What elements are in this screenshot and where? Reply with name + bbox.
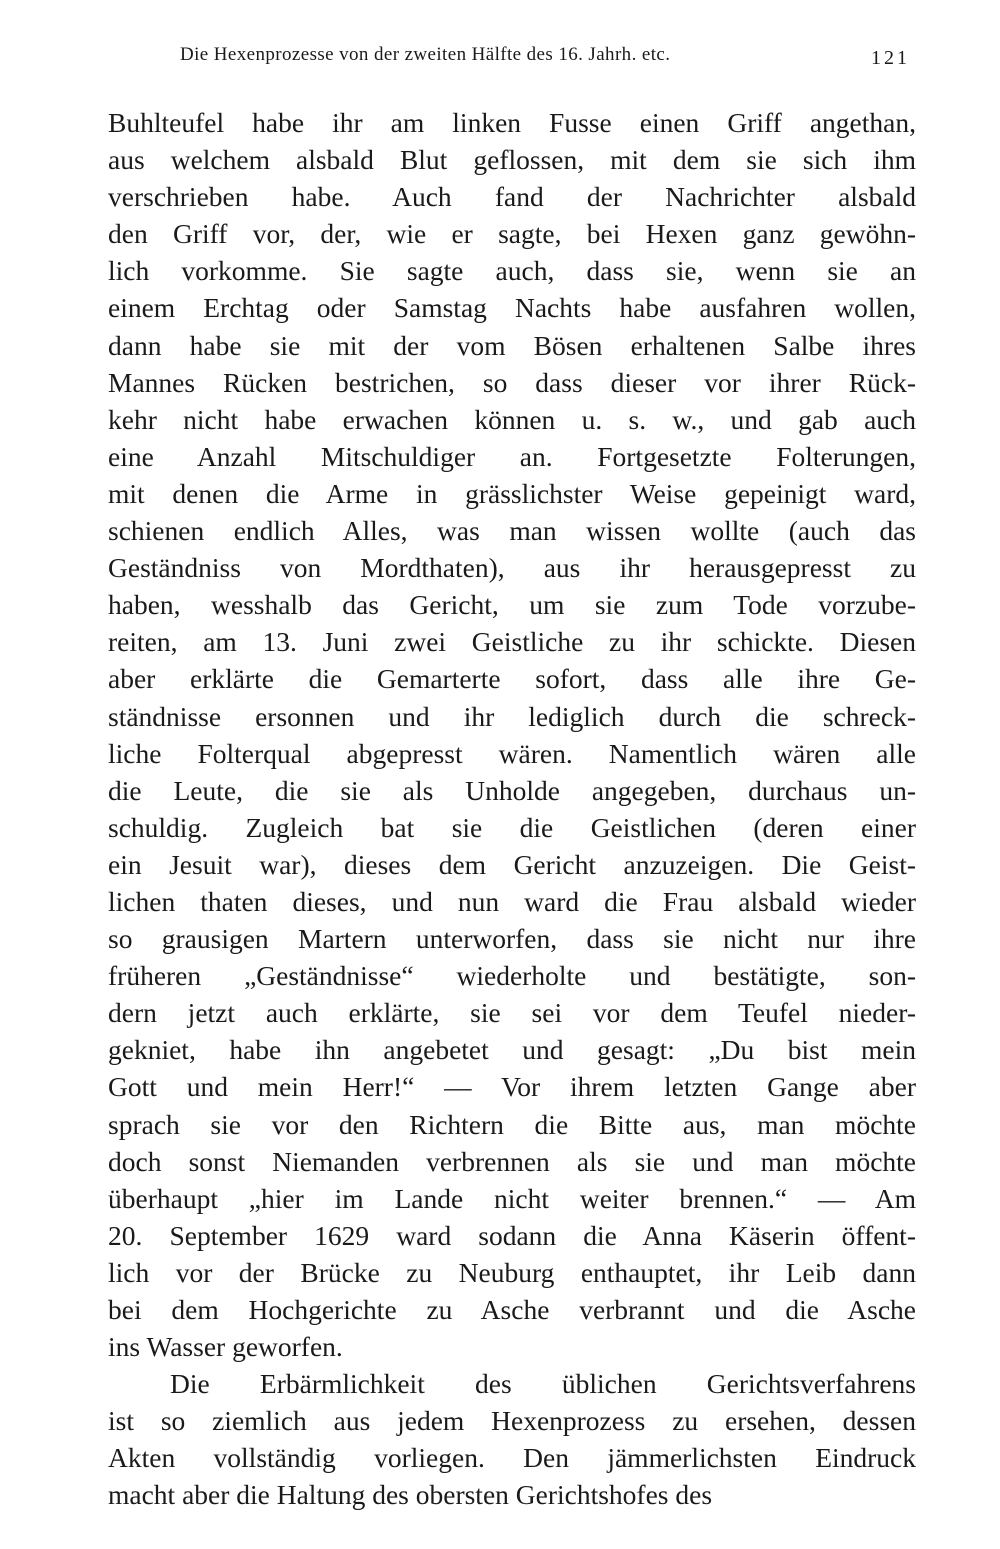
text-line: lichen thaten dieses, und nun ward die Frau alsbald wieder — [108, 885, 916, 917]
text-line: macht aber die Haltung des obersten Gerichtshofes des — [108, 1479, 713, 1511]
text-line: Mannes Rücken bestrichen, so dass dieser vor ihrer Rück- — [108, 366, 916, 398]
text-line: die Leute, die sie als Unholde angegeben, durchaus un- — [108, 774, 916, 806]
text-line: kehr nicht habe erwachen können u. s. w., und gab auch — [108, 403, 916, 435]
text-line: dann habe sie mit der vom Bösen erhaltenen Salbe ihres — [108, 329, 916, 361]
text-line: aus welchem alsbald Blut geflossen, mit dem sie sich ihm — [108, 144, 916, 176]
text-line: verschrieben habe. Auch fand der Nachrichter alsbald — [108, 181, 916, 213]
paragraph — [108, 104, 916, 1365]
text-line: früheren „Geständnisse“ wiederholte und bestätigte, son- — [108, 960, 916, 992]
text-line: so grausigen Martern unterworfen, dass sie nicht nur ihre — [108, 923, 916, 955]
text-line: Gott und mein Herr!“ — Vor ihrem letzten Gange aber — [108, 1071, 916, 1103]
text-line: ins Wasser geworfen. — [108, 1331, 343, 1363]
text-line: haben, wesshalb das Gericht, um sie zum Tode vorzube- — [108, 589, 916, 621]
text-line: ständnisse ersonnen und ihr lediglich durch die schreck- — [108, 700, 916, 732]
text-line: den Griff vor, der, wie er sagte, bei Hexen ganz gewöhn- — [108, 218, 916, 250]
text-line: lich vor der Brücke zu Neuburg enthauptet, ihr Leib dann — [108, 1256, 916, 1288]
text-line: liche Folterqual abgepresst wären. Namentlich wären alle — [108, 737, 916, 769]
text-line: Buhlteufel habe ihr am linken Fusse einen Griff angethan, — [108, 107, 916, 138]
running-head — [180, 44, 920, 74]
text-line: dern jetzt auch erklärte, sie sei vor dem Teufel nieder- — [108, 997, 916, 1029]
paragraph — [108, 1365, 916, 1513]
text-line: eine Anzahl Mitschuldiger an. Fortgesetzte Folterungen, — [108, 440, 916, 472]
text-line: reiten, am 13. Juni zwei Geistliche zu ihr schickte. Diesen — [108, 626, 916, 658]
text-line: überhaupt „hier im Lande nicht weiter brennen.“ — Am — [108, 1182, 916, 1214]
text-line: Akten vollständig vorliegen. Den jämmerlichsten Eindruck — [108, 1442, 916, 1474]
text-line: aber erklärte die Gemarterte sofort, dass alle ihre Ge- — [108, 663, 916, 695]
text-line: sprach sie vor den Richtern die Bitte aus, man möchte — [108, 1108, 916, 1140]
text-line: mit denen die Arme in grässlichster Weise gepeinigt ward, — [108, 477, 916, 509]
text-line: ist so ziemlich aus jedem Hexenprozess zu ersehen, dessen — [108, 1405, 916, 1437]
running-title: Die Hexenprozesse von der zweiten Hälfte des 16. Jahrh. etc. — [180, 44, 671, 65]
text-line: schienen endlich Alles, was man wissen wollte (auch das — [108, 515, 916, 547]
text-line: 20. September 1629 ward sodann die Anna Käserin öffent- — [108, 1219, 916, 1251]
text-line: lich vorkomme. Sie sagte auch, dass sie, wenn sie an — [108, 255, 916, 287]
text-line: gekniet, habe ihn angebetet und gesagt: „Du bist mein — [108, 1034, 916, 1066]
body-text — [108, 104, 916, 1514]
text-line: bei dem Hochgerichte zu Asche verbrannt und die Asche — [108, 1294, 916, 1325]
text-line: doch sonst Niemanden verbrennen als sie und man möchte — [108, 1145, 916, 1177]
text-line: ein Jesuit war), dieses dem Gericht anzuzeigen. Die Geist- — [108, 848, 916, 880]
page-number: 121 — [871, 47, 910, 69]
text-line: Die Erbärmlichkeit des üblichen Gerichtsverfahrens — [170, 1368, 916, 1400]
text-line: Geständniss von Mordthaten), aus ihr herausgepresst zu — [108, 552, 916, 584]
text-line: schuldig. Zugleich bat sie die Geistlichen (deren einer — [108, 811, 916, 843]
text-line: einem Erchtag oder Samstag Nachts habe ausfahren wollen, — [108, 292, 916, 324]
